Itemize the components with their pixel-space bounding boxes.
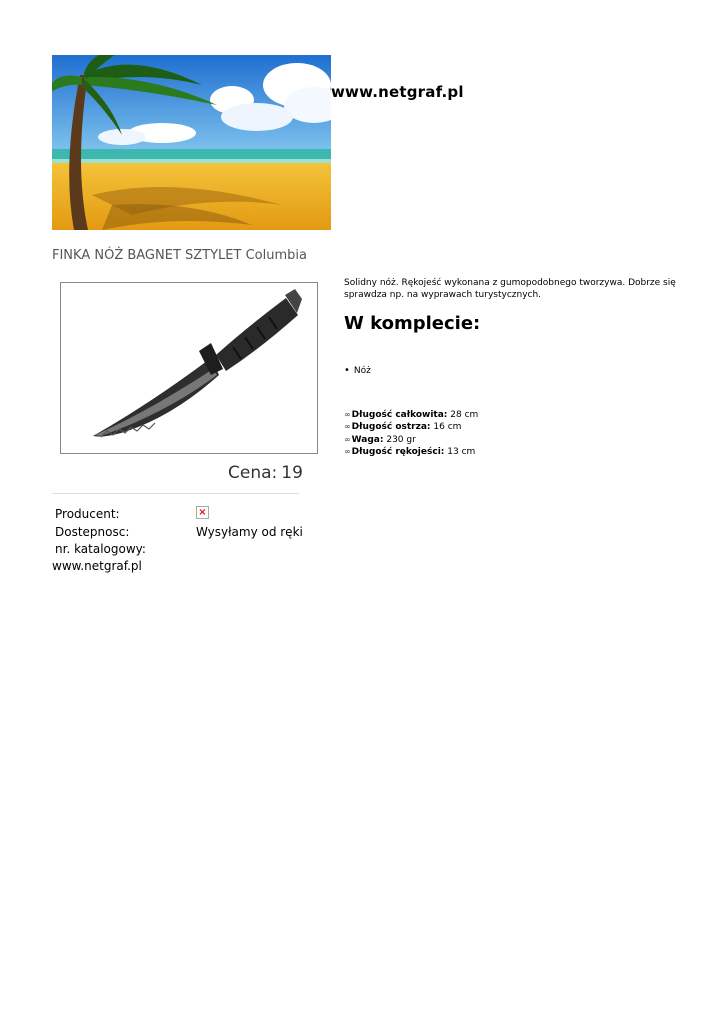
spec-value: 13 cm: [447, 446, 476, 457]
product-image: [60, 282, 318, 454]
infinity-icon: ∞: [344, 446, 351, 456]
spec-label: Waga:: [351, 434, 384, 445]
spec-label: Długość ostrza:: [351, 422, 431, 433]
spec-list: [344, 409, 478, 458]
infinity-icon: ∞: [344, 410, 351, 419]
kit-list: [344, 365, 371, 376]
site-url[interactable]: www.netgraf.pl: [331, 83, 464, 101]
infinity-icon: ∞: [344, 422, 351, 432]
catalog-label: nr. katalogowy:: [55, 542, 146, 556]
price-value: 19: [281, 463, 303, 483]
spec-value: 28 cm: [450, 410, 479, 420]
infinity-icon: ∞: [344, 434, 351, 444]
spec-label: Długość rękojeści:: [351, 446, 445, 457]
beach-palm-image: [52, 55, 331, 230]
availability-label: Dostepnosc:: [55, 525, 130, 539]
price-label: Cena:: [228, 463, 278, 483]
knife-image: [61, 283, 317, 453]
spec-row: [344, 409, 478, 421]
banner-image: [52, 55, 331, 230]
availability-value: Wysyłamy od ręki: [196, 525, 303, 539]
divider: [52, 493, 299, 494]
spec-label: Długość całkowita:: [351, 410, 448, 420]
price: [224, 463, 303, 483]
product-description: Solidny nóż. Rękojeść wykonana z gumopodobnego tworzywa. Dobrze się sprawdza np. na wyprawach turystycznych.: [344, 278, 676, 300]
product-title: FINKA NÓŻ BAGNET SZTYLET Columbia: [52, 248, 307, 263]
spec-row: [344, 446, 478, 458]
footer-url[interactable]: www.netgraf.pl: [52, 559, 142, 573]
list-item: • Nóż: [344, 365, 371, 376]
spec-value: 230 gr: [386, 434, 416, 445]
producer-label: Producent:: [55, 507, 120, 521]
spec-value: 16 cm: [433, 422, 462, 433]
spec-row: [344, 421, 478, 433]
broken-image-icon: ×: [196, 506, 209, 519]
kit-heading: W komplecie:: [344, 313, 481, 334]
spec-row: [344, 434, 478, 446]
